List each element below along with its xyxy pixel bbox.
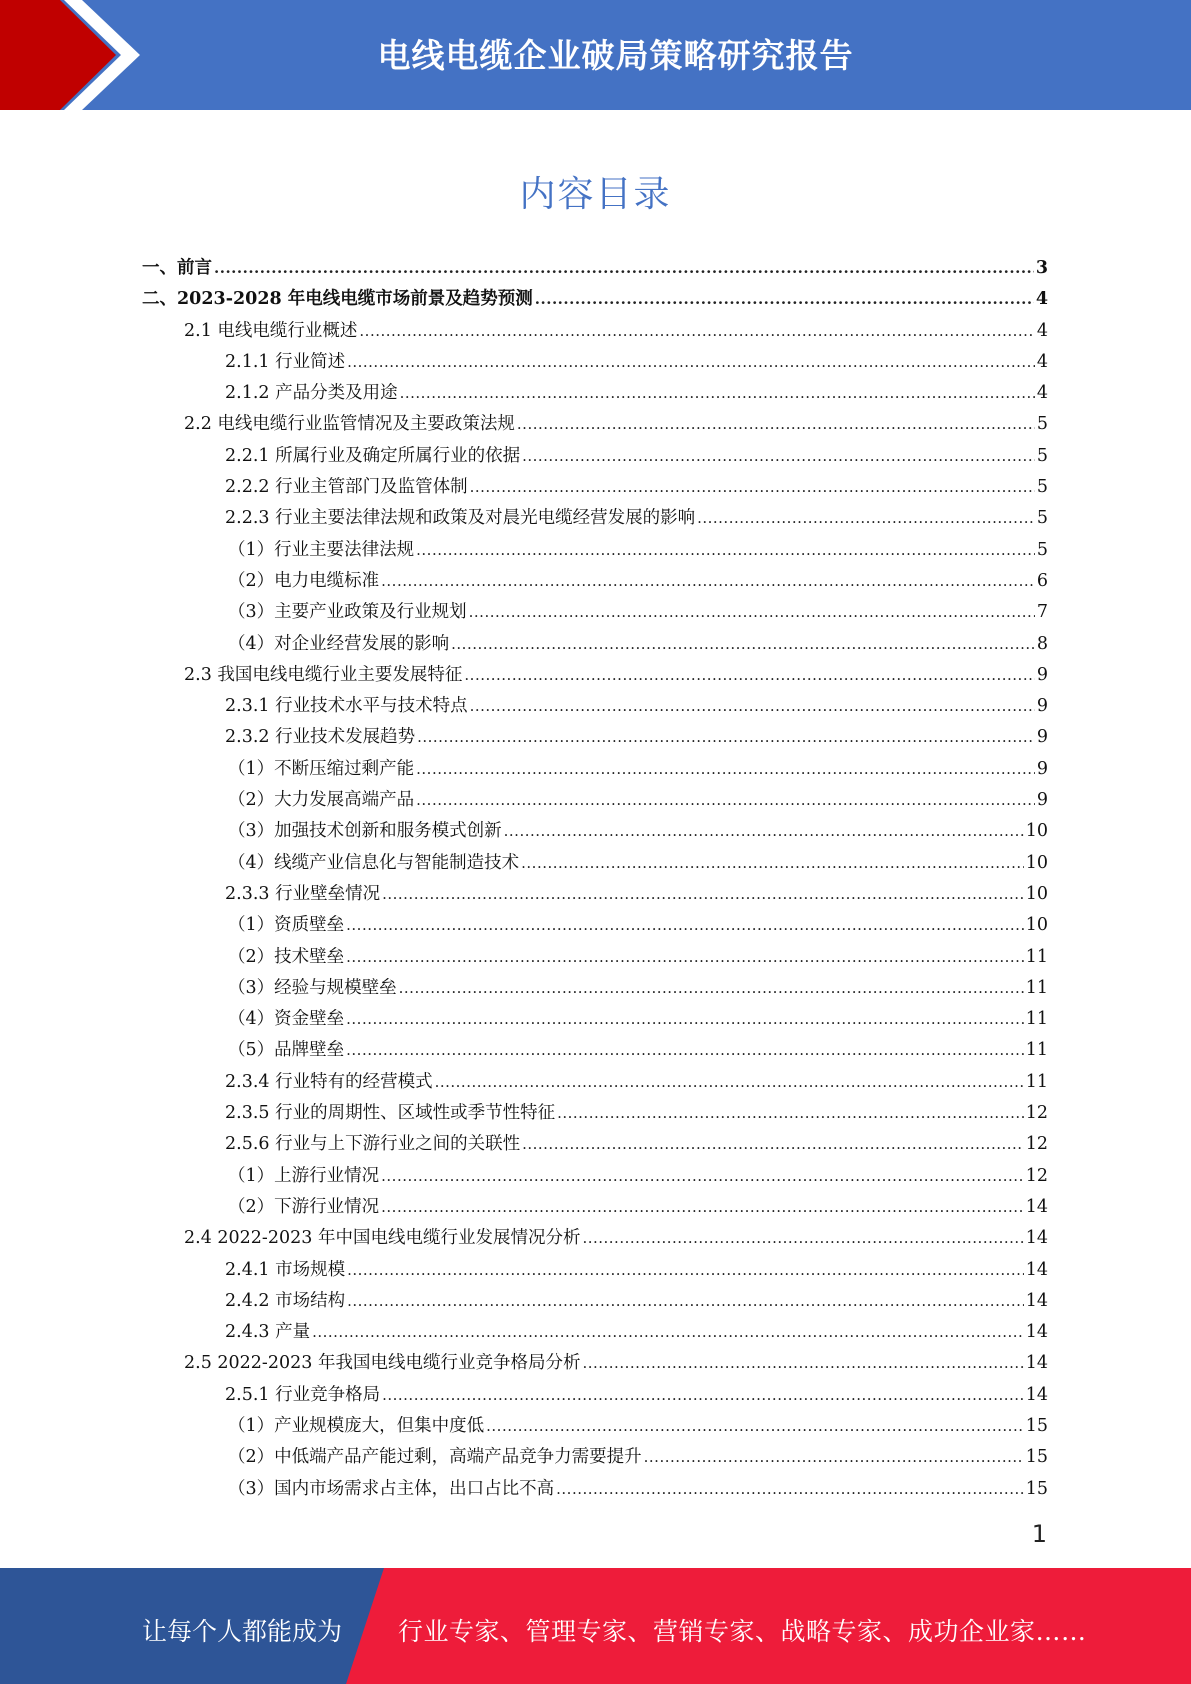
toc-entry-title: （3）国内市场需求占主体，出口占比不高 [228, 1478, 555, 1499]
toc-leader-dots [486, 1417, 1024, 1435]
toc-entry[interactable] [142, 723, 1048, 754]
toc-entry[interactable] [142, 661, 1048, 692]
toc-leader-dots [469, 603, 1035, 621]
report-header-banner [0, 0, 1191, 110]
toc-entry[interactable] [142, 755, 1048, 786]
toc-heading: 内容目录 [519, 174, 672, 215]
toc-entry-page: 4 [1036, 351, 1048, 372]
toc-entry-page: 9 [1036, 696, 1048, 717]
toc-entry[interactable] [142, 817, 1048, 848]
toc-entry-page: 11 [1025, 977, 1048, 998]
toc-entry-page: 11 [1025, 946, 1048, 967]
page-number: 1 [1031, 1520, 1047, 1548]
toc-entry[interactable] [142, 1256, 1048, 1287]
toc-entry[interactable] [142, 317, 1048, 348]
toc-entry[interactable] [142, 1068, 1048, 1099]
toc-entry-page: 12 [1025, 1134, 1048, 1155]
footer-slogan-left: 让每个人都能成为 [142, 1617, 343, 1646]
toc-entry-page: 10 [1025, 821, 1048, 842]
toc-entry-page: 7 [1036, 602, 1048, 623]
toc-entry-page: 14 [1025, 1228, 1048, 1249]
toc-leader-dots [470, 478, 1035, 496]
toc-leader-dots [399, 979, 1024, 997]
toc-leader-dots [522, 1135, 1024, 1153]
toc-entry-title: 2.3.1 行业技术水平与技术特点 [225, 696, 468, 717]
toc-leader-dots [521, 854, 1024, 872]
toc-entry-page: 8 [1036, 633, 1048, 654]
toc-entry[interactable] [142, 379, 1048, 410]
table-of-contents [142, 254, 1048, 1506]
toc-entry-title: 二、2023-2028 年电线电缆市场前景及趋势预测 [142, 289, 533, 310]
toc-entry[interactable] [142, 348, 1048, 379]
toc-entry[interactable] [142, 974, 1048, 1005]
toc-entry[interactable] [142, 943, 1048, 974]
toc-entry-page: 4 [1035, 289, 1048, 310]
toc-leader-dots [346, 1041, 1024, 1059]
toc-leader-dots [382, 885, 1024, 903]
toc-entry-title: （1）不断压缩过剩产能 [228, 758, 415, 779]
toc-entry-title: （1）上游行业情况 [228, 1165, 380, 1186]
toc-leader-dots [214, 259, 1034, 277]
toc-entry[interactable] [142, 536, 1048, 567]
toc-entry-page: 3 [1035, 258, 1048, 278]
toc-leader-dots [417, 728, 1035, 746]
toc-entry-page: 4 [1036, 383, 1048, 404]
toc-entry-title: （2）下游行业情况 [228, 1196, 380, 1217]
toc-leader-dots [464, 666, 1034, 684]
toc-entry-page: 12 [1025, 1103, 1048, 1124]
toc-entry-title: 2.3.4 行业特有的经营模式 [225, 1071, 433, 1092]
toc-entry-title: 2.1.1 行业简述 [225, 351, 346, 372]
toc-entry-page: 14 [1025, 1384, 1048, 1405]
toc-leader-dots [416, 791, 1035, 809]
toc-entry-title: 2.4 2022-2023 年中国电线电缆行业发展情况分析 [184, 1228, 581, 1249]
toc-entry-page: 5 [1036, 414, 1048, 435]
toc-entry[interactable] [142, 630, 1048, 661]
footer-banner [0, 1568, 1191, 1684]
toc-entry[interactable] [142, 598, 1048, 629]
toc-leader-dots [470, 697, 1035, 715]
toc-entry-title: 2.5 2022-2023 年我国电线电缆行业竞争格局分析 [184, 1353, 581, 1374]
toc-entry-page: 6 [1036, 570, 1048, 591]
toc-entry-title: （1）行业主要法律法规 [228, 539, 415, 560]
toc-leader-dots [346, 948, 1024, 966]
toc-entry[interactable] [142, 410, 1048, 441]
toc-entry[interactable] [142, 1349, 1048, 1380]
toc-leader-dots [381, 1198, 1024, 1216]
toc-entry-title: （2）技术壁垒 [228, 946, 345, 967]
toc-entry[interactable] [142, 473, 1048, 504]
toc-leader-dots [535, 290, 1034, 308]
toc-entry-page: 5 [1036, 508, 1048, 529]
toc-entry-page: 14 [1025, 1353, 1048, 1374]
toc-leader-dots [557, 1104, 1024, 1122]
toc-entry-title: 2.4.3 产量 [225, 1322, 311, 1343]
toc-entry-page: 14 [1025, 1290, 1048, 1311]
toc-entry-page: 12 [1025, 1165, 1048, 1186]
toc-entry[interactable] [142, 1130, 1048, 1161]
toc-entry-title: （1）资质壁垒 [228, 915, 345, 936]
toc-entry-page: 14 [1025, 1322, 1048, 1343]
toc-entry[interactable] [142, 1287, 1048, 1318]
toc-entry-page: 10 [1025, 915, 1048, 936]
toc-entry-title: （4）线缆产业信息化与智能制造技术 [228, 852, 520, 873]
toc-leader-dots [381, 572, 1035, 590]
toc-entry-page: 10 [1025, 883, 1048, 904]
toc-entry[interactable] [142, 1099, 1048, 1130]
toc-entry-title: （1）产业规模庞大，但集中度低 [228, 1415, 485, 1436]
toc-entry-title: （3）加强技术创新和服务模式创新 [228, 821, 502, 842]
toc-leader-dots [382, 1386, 1024, 1404]
toc-entry-page: 5 [1036, 539, 1048, 560]
toc-entry[interactable] [142, 692, 1048, 723]
toc-entry-title: 2.2.2 行业主管部门及监管体制 [225, 477, 468, 498]
toc-entry-page: 11 [1025, 1071, 1048, 1092]
footer-slogan-right: 行业专家、管理专家、营销专家、战略专家、成功企业家…… [398, 1617, 1087, 1646]
toc-entry-page: 11 [1025, 1040, 1048, 1061]
toc-entry-title: 2.3.5 行业的周期性、区域性或季节性特征 [225, 1103, 556, 1124]
toc-leader-dots [451, 635, 1035, 653]
toc-leader-dots [346, 1010, 1024, 1028]
toc-entry-title: 2.1 电线电缆行业概述 [184, 320, 358, 341]
toc-entry-page: 10 [1025, 852, 1048, 873]
toc-leader-dots [504, 822, 1024, 840]
toc-entry-page: 9 [1036, 727, 1048, 748]
toc-entry-page: 14 [1025, 1259, 1048, 1280]
toc-entry[interactable] [142, 1381, 1048, 1412]
toc-entry-title: 2.2.3 行业主要法律法规和政策及对晨光电缆经营发展的影响 [225, 508, 696, 529]
toc-entry-title: （5）品牌壁垒 [228, 1040, 345, 1061]
toc-entry[interactable] [142, 1475, 1048, 1506]
toc-entry-page: 9 [1036, 664, 1048, 685]
toc-entry[interactable] [142, 1036, 1048, 1067]
toc-entry[interactable] [142, 786, 1048, 817]
toc-entry-title: （2）电力电缆标准 [228, 570, 380, 591]
toc-entry-title: 2.5.1 行业竞争格局 [225, 1384, 381, 1405]
toc-entry-title: 2.2 电线电缆行业监管情况及主要政策法规 [184, 414, 515, 435]
toc-leader-dots [312, 1323, 1024, 1341]
toc-leader-dots [416, 541, 1035, 559]
toc-entry-title: 2.3.2 行业技术发展趋势 [225, 727, 416, 748]
toc-entry[interactable] [142, 849, 1048, 880]
toc-entry[interactable] [142, 1224, 1048, 1255]
toc-entry-page: 14 [1025, 1196, 1048, 1217]
toc-entry-title: 2.2.1 所属行业及确定所属行业的依据 [225, 445, 521, 466]
toc-leader-dots [359, 322, 1034, 340]
toc-entry[interactable] [142, 1443, 1048, 1474]
toc-entry-page: 5 [1036, 477, 1048, 498]
toc-leader-dots [644, 1448, 1024, 1466]
toc-entry-title: 2.4.1 市场规模 [225, 1259, 346, 1280]
toc-entry[interactable] [142, 254, 1048, 285]
toc-entry[interactable] [142, 1318, 1048, 1349]
toc-entry[interactable] [142, 1162, 1048, 1193]
toc-leader-dots [381, 1167, 1024, 1185]
toc-leader-dots [435, 1073, 1024, 1091]
toc-leader-dots [347, 1292, 1024, 1310]
toc-leader-dots [582, 1354, 1023, 1372]
toc-entry-title: 2.3.3 行业壁垒情况 [225, 883, 381, 904]
toc-entry[interactable] [142, 911, 1048, 942]
toc-entry-page: 11 [1025, 1009, 1048, 1030]
toc-leader-dots [346, 916, 1024, 934]
toc-entry-page: 15 [1025, 1478, 1048, 1499]
toc-leader-dots [416, 760, 1035, 778]
toc-entry[interactable] [142, 880, 1048, 911]
toc-entry-page: 5 [1036, 445, 1048, 466]
toc-entry-title: （4）对企业经营发展的影响 [228, 633, 450, 654]
toc-entry-title: （2）大力发展高端产品 [228, 790, 415, 811]
toc-entry-page: 4 [1036, 320, 1048, 341]
toc-entry-page: 9 [1036, 790, 1048, 811]
toc-entry-title: 2.5.6 行业与上下游行业之间的关联性 [225, 1134, 521, 1155]
toc-entry[interactable] [142, 442, 1048, 473]
toc-entry-title: 一、前言 [142, 258, 212, 278]
toc-leader-dots [347, 353, 1035, 371]
toc-entry-page: 15 [1025, 1447, 1048, 1468]
toc-entry-title: 2.3 我国电线电缆行业主要发展特征 [184, 664, 463, 685]
toc-entry[interactable] [142, 1193, 1048, 1224]
toc-entry[interactable] [142, 1412, 1048, 1443]
toc-entry-title: （4）资金壁垒 [228, 1009, 345, 1030]
toc-leader-dots [697, 509, 1035, 527]
toc-entry-page: 9 [1036, 758, 1048, 779]
toc-entry[interactable] [142, 567, 1048, 598]
toc-leader-dots [582, 1229, 1023, 1247]
toc-entry-page: 15 [1025, 1415, 1048, 1436]
toc-leader-dots [347, 1261, 1024, 1279]
toc-entry-title: 2.4.2 市场结构 [225, 1290, 346, 1311]
toc-entry[interactable] [142, 1005, 1048, 1036]
toc-leader-dots [556, 1480, 1024, 1498]
toc-entry[interactable] [142, 285, 1048, 316]
report-title: 电线电缆企业破局策略研究报告 [377, 36, 854, 75]
toc-leader-dots [517, 415, 1035, 433]
toc-entry-title: （3）主要产业政策及行业规划 [228, 602, 467, 623]
toc-entry-title: （3）经验与规模壁垒 [228, 977, 397, 998]
toc-leader-dots [400, 384, 1035, 402]
toc-leader-dots [522, 447, 1035, 465]
toc-entry-title: 2.1.2 产品分类及用途 [225, 383, 398, 404]
toc-entry-title: （2）中低端产品产能过剩，高端产品竞争力需要提升 [228, 1447, 642, 1468]
toc-entry[interactable] [142, 504, 1048, 535]
